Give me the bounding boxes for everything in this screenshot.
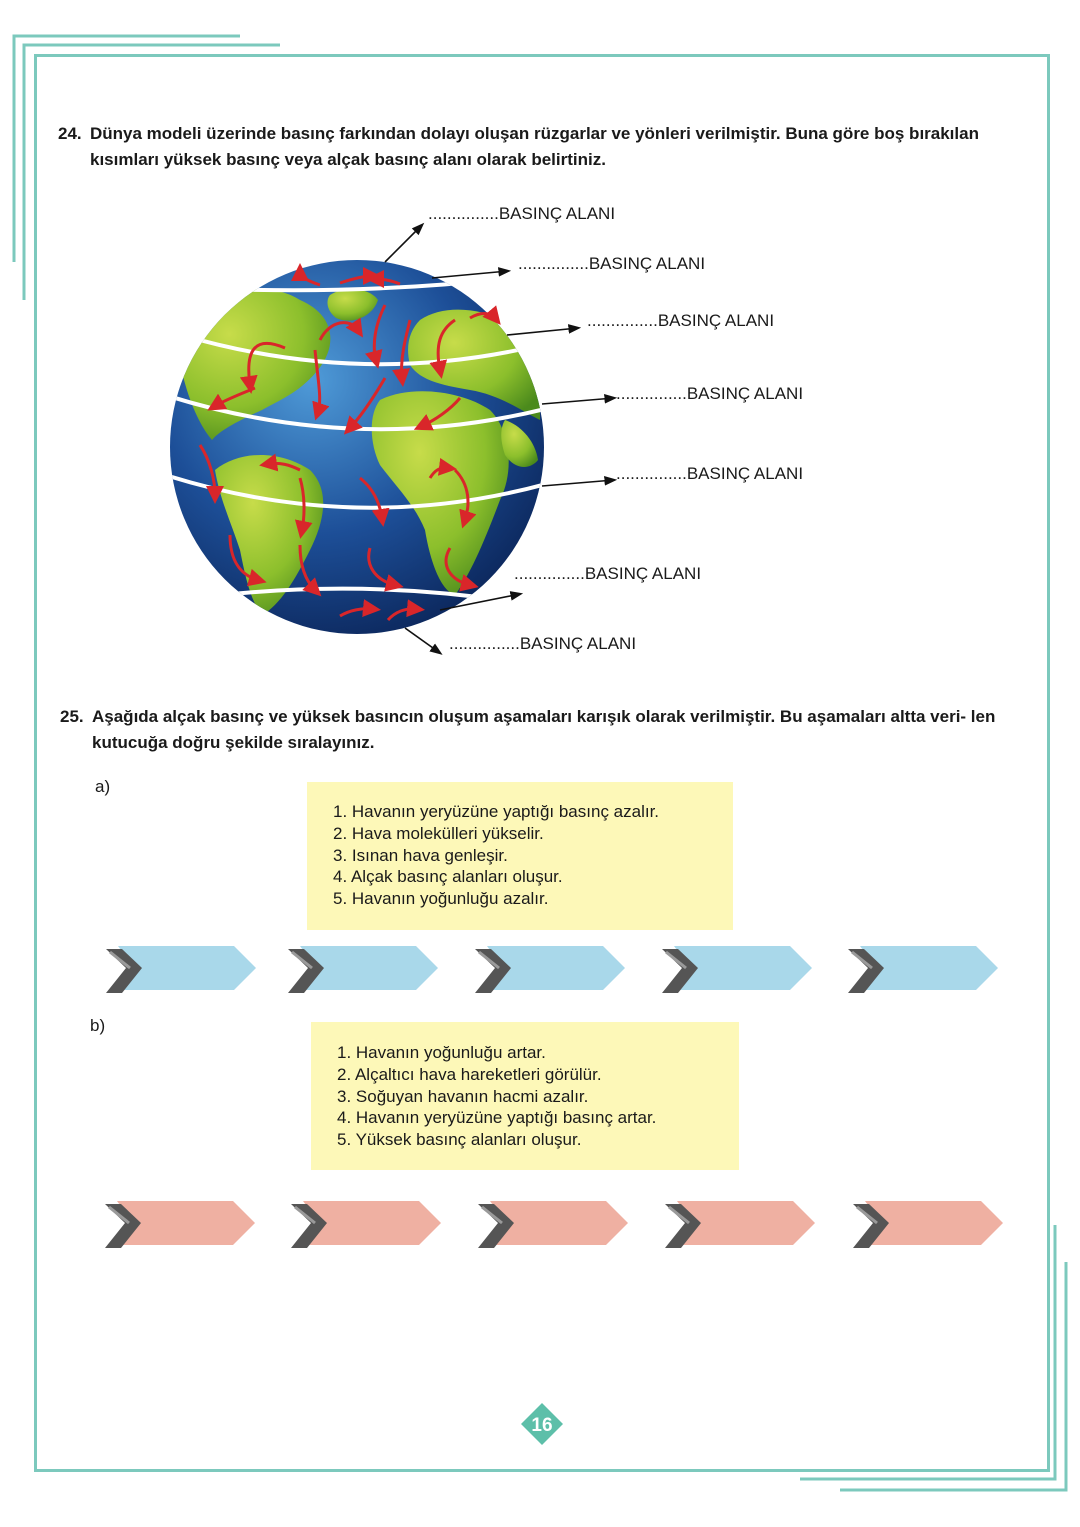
step-item: 4. Alçak basınç alanları oluşur. (333, 867, 563, 887)
part-b-label: b) (90, 1016, 106, 1035)
page-number: 16 (531, 1415, 553, 1436)
step-item: 1. Havanın yoğunluğu artar. (337, 1043, 546, 1062)
b-answer-slot-1[interactable] (105, 1201, 255, 1248)
a-answer-slot-3[interactable] (475, 946, 625, 993)
part-a-label: a) (95, 777, 111, 796)
page-number-badge (520, 1402, 564, 1446)
b-answer-slot-4[interactable] (665, 1201, 815, 1248)
step-item: 2. Hava molekülleri yükselir. (333, 823, 544, 843)
a-answer-slot-2[interactable] (288, 946, 438, 993)
a-answer-slot-5[interactable] (848, 946, 998, 993)
pressure-label-7: ...............BASINÇ ALANI (449, 634, 637, 653)
step-item: 3. Isınan hava genleşir. (333, 845, 508, 865)
pressure-label-5: ...............BASINÇ ALANI (616, 464, 804, 483)
step-item: 2. Alçaltıcı hava hareketleri görülür. (337, 1064, 602, 1084)
step-item: 5. Yüksek basınç alanları oluşur. (337, 1130, 582, 1150)
pressure-label-4: ...............BASINÇ ALANI (616, 384, 804, 403)
step-item: 5. Havanın yoğunluğu azalır. (333, 889, 549, 909)
pressure-label-3: ...............BASINÇ ALANI (587, 311, 775, 330)
pressure-label-2: ...............BASINÇ ALANI (518, 254, 706, 273)
pressure-label-1: ...............BASINÇ ALANI (428, 204, 616, 223)
question-text: Aşağıda alçak basınç ve yüksek basıncın oluşum aşamaları karışık olarak verilmiştir. Bu aşamaları altta veri- len kutucuğa doğru şekilde sıralayınız. (92, 707, 996, 752)
b-answer-slot-5[interactable] (853, 1201, 1003, 1248)
question-number: 24. (58, 124, 82, 143)
pressure-label-6: ...............BASINÇ ALANI (514, 564, 702, 583)
b-answer-slot-2[interactable] (291, 1201, 441, 1248)
a-answer-slot-4[interactable] (662, 946, 812, 993)
a-answer-slot-1[interactable] (106, 946, 256, 993)
question-number: 25. (60, 707, 84, 726)
step-item: 3. Soğuyan havanın hacmi azalır. (337, 1086, 589, 1106)
question-text: Dünya modeli üzerinde basınç farkından dolayı oluşan rüzgarlar ve yönleri verilmiştir. Buna göre boş bırakılan kısımları yüksek basınç veya alçak basınç alanı olarak belirtiniz. (90, 124, 979, 169)
step-item: 1. Havanın yeryüzüne yaptığı basınç azalır. (333, 802, 660, 821)
step-item: 4. Havanın yeryüzüne yaptığı basınç artar. (337, 1108, 657, 1128)
b-answer-slot-3[interactable] (478, 1201, 628, 1248)
